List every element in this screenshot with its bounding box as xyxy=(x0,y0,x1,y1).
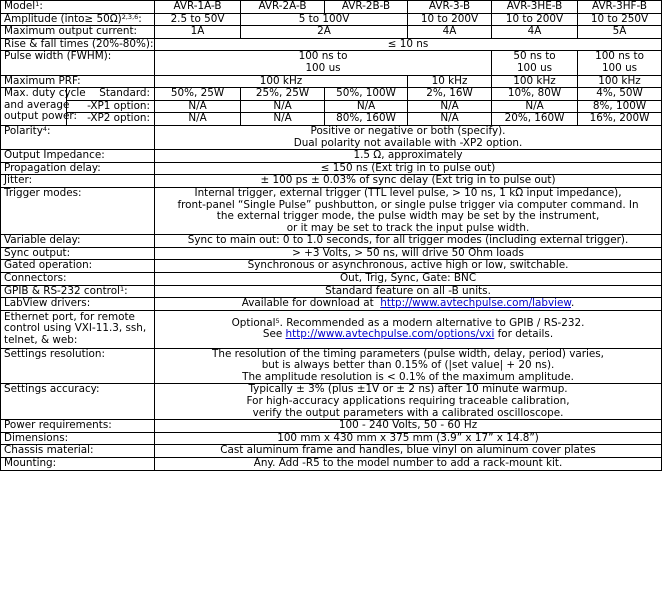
prf-value: 100 kHz xyxy=(492,75,578,88)
duty-xp2-label: -XP2 option: xyxy=(67,113,155,126)
variable-delay-label: Variable delay: xyxy=(1,235,155,248)
sync-output-row xyxy=(1,247,662,260)
jitter-row xyxy=(1,175,662,188)
propagation-label: Propagation delay: xyxy=(1,162,155,175)
output-impedance-label: Output Impedance: xyxy=(1,150,155,163)
duty-xp1-value: N/A xyxy=(155,100,241,113)
model-avr-3hf-b: AVR-3HF-B xyxy=(578,1,662,14)
model-avr-2b-b: AVR-2B-B xyxy=(325,1,408,14)
jitter-label: Jitter: xyxy=(1,175,155,188)
mounting-row xyxy=(1,457,662,470)
max-current-value: 2A xyxy=(241,26,408,39)
polarity-label: Polarity$^4$: xyxy=(1,125,155,149)
duty-xp2-value: 20%, 160W xyxy=(492,113,578,126)
rise-fall-value: ≤ 10 ns xyxy=(155,38,662,51)
trigger-label: Trigger modes: xyxy=(1,187,155,234)
max-current-value: 4A xyxy=(492,26,578,39)
chassis-row xyxy=(1,445,662,458)
duty-standard-value: 50%, 100W xyxy=(325,88,408,101)
amplitude-value: 10 to 250V xyxy=(578,13,662,26)
settings-accuracy-label: Settings accuracy: xyxy=(1,384,155,420)
gpib-row xyxy=(1,285,662,298)
duty-xp2-value: N/A xyxy=(155,113,241,126)
labview-value: Available for download at http://www.avtechpulse.com/labview. xyxy=(155,298,662,311)
amplitude-value: 2.5 to 50V xyxy=(155,13,241,26)
amplitude-label: Amplitude (into≥ 50Ω)$^{2,3,6}$: xyxy=(1,13,155,26)
labview-row xyxy=(1,298,662,311)
duty-xp1-value: N/A xyxy=(325,100,408,113)
prf-value: 10 kHz xyxy=(408,75,492,88)
dimensions-value: 100 mm x 430 mm x 375 mm (3.9” x 17” x 14.8”) xyxy=(155,432,662,445)
power-value: 100 - 240 Volts, 50 - 60 Hz xyxy=(155,420,662,433)
pulse-width-row xyxy=(1,51,662,75)
duty-label: Max. duty cycle and average output power: xyxy=(1,88,67,126)
rise-fall-label: Rise & fall times (20%-80%): xyxy=(1,38,155,51)
duty-standard-value: 10%, 80W xyxy=(492,88,578,101)
chassis-value: Cast aluminum frame and handles, blue vinyl on aluminum cover plates xyxy=(155,445,662,458)
pulse-width-value: 100 ns to 100 us xyxy=(578,51,662,75)
settings-resolution-row xyxy=(1,348,662,384)
max-current-value: 5A xyxy=(578,26,662,39)
prf-label: Maximum PRF: xyxy=(1,75,155,88)
settings-resolution-value: The resolution of the timing parameters (pulse width, delay, period) varies, but is always better than 0.15% of (|set value| + 20 ns). The amplitude resolution is < 0.1% of the maximum amplitude. xyxy=(155,348,662,384)
gated-label: Gated operation: xyxy=(1,260,155,273)
pulse-width-value: 100 ns to 100 us xyxy=(155,51,492,75)
polarity-row xyxy=(1,125,662,149)
connectors-value: Out, Trig, Sync, Gate: BNC xyxy=(155,273,662,286)
sync-output-value: > +3 Volts, > 50 ns, will drive 50 Ohm loads xyxy=(155,247,662,260)
output-impedance-value: 1.5 Ω, approximately xyxy=(155,150,662,163)
trigger-value: Internal trigger, external trigger (TTL level pulse, > 10 ns, 1 kΩ input impedance), front-panel “Single Pulse” pushbutton, or single pulse trigger via computer command. In the external trigger mode, the pulse width may be set by the instrument, or it may be set to track the input pulse width. xyxy=(155,187,662,234)
duty-standard-label: Standard: xyxy=(67,88,155,101)
duty-standard-value: 50%, 25W xyxy=(155,88,241,101)
labview-label: LabView drivers: xyxy=(1,298,155,311)
duty-xp1-value: N/A xyxy=(492,100,578,113)
gpib-label: GPIB & RS-232 control$^1$: xyxy=(1,285,155,298)
duty-xp2-value: 16%, 200W xyxy=(578,113,662,126)
ethernet-value: Optional$^5$. Recommended as a modern alternative to GPIB / RS-232. See http://www.avtechpulse.com/options/vxi for details. xyxy=(155,310,662,348)
amplitude-value: 10 to 200V xyxy=(408,13,492,26)
propagation-row xyxy=(1,162,662,175)
power-row xyxy=(1,420,662,433)
connectors-row xyxy=(1,273,662,286)
mounting-value: Any. Add -R5 to the model number to add a rack-mount kit. xyxy=(155,457,662,470)
jitter-value: ± 100 ps ± 0.03% of sync delay (Ext trig in to pulse out) xyxy=(155,175,662,188)
gated-value: Synchronous or asynchronous, active high or low, switchable. xyxy=(155,260,662,273)
chassis-label: Chassis material: xyxy=(1,445,155,458)
propagation-value: ≤ 150 ns (Ext trig in to pulse out) xyxy=(155,162,662,175)
max-current-value: 1A xyxy=(155,26,241,39)
gpib-value: Standard feature on all -B units. xyxy=(155,285,662,298)
vxi-link[interactable]: http://www.avtechpulse.com/options/vxi xyxy=(285,328,495,341)
model-label: Model$^1$: xyxy=(1,1,155,14)
duty-xp2-value: 80%, 160W xyxy=(325,113,408,126)
output-impedance-row xyxy=(1,150,662,163)
duty-xp1-value: N/A xyxy=(241,100,325,113)
labview-link[interactable]: http://www.avtechpulse.com/labview xyxy=(380,297,571,310)
max-current-row xyxy=(1,26,662,39)
duty-xp1-value: 8%, 100W xyxy=(578,100,662,113)
settings-accuracy-value: Typically ± 3% (plus ±1V or ± 2 ns) after 10 minute warmup. For high-accuracy applications requiring traceable calibration, verify the output parameters with a calibrated oscilloscope. xyxy=(155,384,662,420)
duty-xp2-row xyxy=(1,113,662,126)
duty-xp1-label: -XP1 option: xyxy=(67,100,155,113)
max-current-label: Maximum output current: xyxy=(1,26,155,39)
dimensions-row xyxy=(1,432,662,445)
variable-delay-value: Sync to main out: 0 to 1.0 seconds, for all trigger modes (including external trigger). xyxy=(155,235,662,248)
settings-accuracy-row xyxy=(1,384,662,420)
duty-xp1-row xyxy=(1,100,662,113)
power-label: Power requirements: xyxy=(1,420,155,433)
model-avr-2a-b: AVR-2A-B xyxy=(241,1,325,14)
connectors-label: Connectors: xyxy=(1,273,155,286)
ethernet-row xyxy=(1,310,662,348)
prf-value: 100 kHz xyxy=(155,75,408,88)
amplitude-value: 10 to 200V xyxy=(492,13,578,26)
model-avr-1a-b: AVR-1A-B xyxy=(155,1,241,14)
rise-fall-row xyxy=(1,38,662,51)
amplitude-value: 5 to 100V xyxy=(241,13,408,26)
ethernet-label: Ethernet port, for remote control using VXI-11.3, ssh, telnet, & web: xyxy=(1,310,155,348)
prf-row xyxy=(1,75,662,88)
duty-standard-value: 25%, 25W xyxy=(241,88,325,101)
mounting-label: Mounting: xyxy=(1,457,155,470)
duty-standard-value: 4%, 50W xyxy=(578,88,662,101)
duty-xp1-value: N/A xyxy=(408,100,492,113)
duty-xp2-value: N/A xyxy=(408,113,492,126)
header-row xyxy=(1,1,662,14)
duty-xp2-value: N/A xyxy=(241,113,325,126)
trigger-row xyxy=(1,187,662,234)
duty-standard-value: 2%, 16W xyxy=(408,88,492,101)
sync-output-label: Sync output: xyxy=(1,247,155,260)
pulse-width-value: 50 ns to 100 us xyxy=(492,51,578,75)
amplitude-row xyxy=(1,13,662,26)
gated-row xyxy=(1,260,662,273)
dimensions-label: Dimensions: xyxy=(1,432,155,445)
settings-resolution-label: Settings resolution: xyxy=(1,348,155,384)
model-avr-3he-b: AVR-3HE-B xyxy=(492,1,578,14)
max-current-value: 4A xyxy=(408,26,492,39)
prf-value: 100 kHz xyxy=(578,75,662,88)
duty-standard-row xyxy=(1,88,662,101)
model-avr-3-b: AVR-3-B xyxy=(408,1,492,14)
polarity-value: Positive or negative or both (specify). Dual polarity not available with -XP2 option. xyxy=(155,125,662,149)
variable-delay-row xyxy=(1,235,662,248)
pulse-width-label: Pulse width (FWHM): xyxy=(1,51,155,75)
